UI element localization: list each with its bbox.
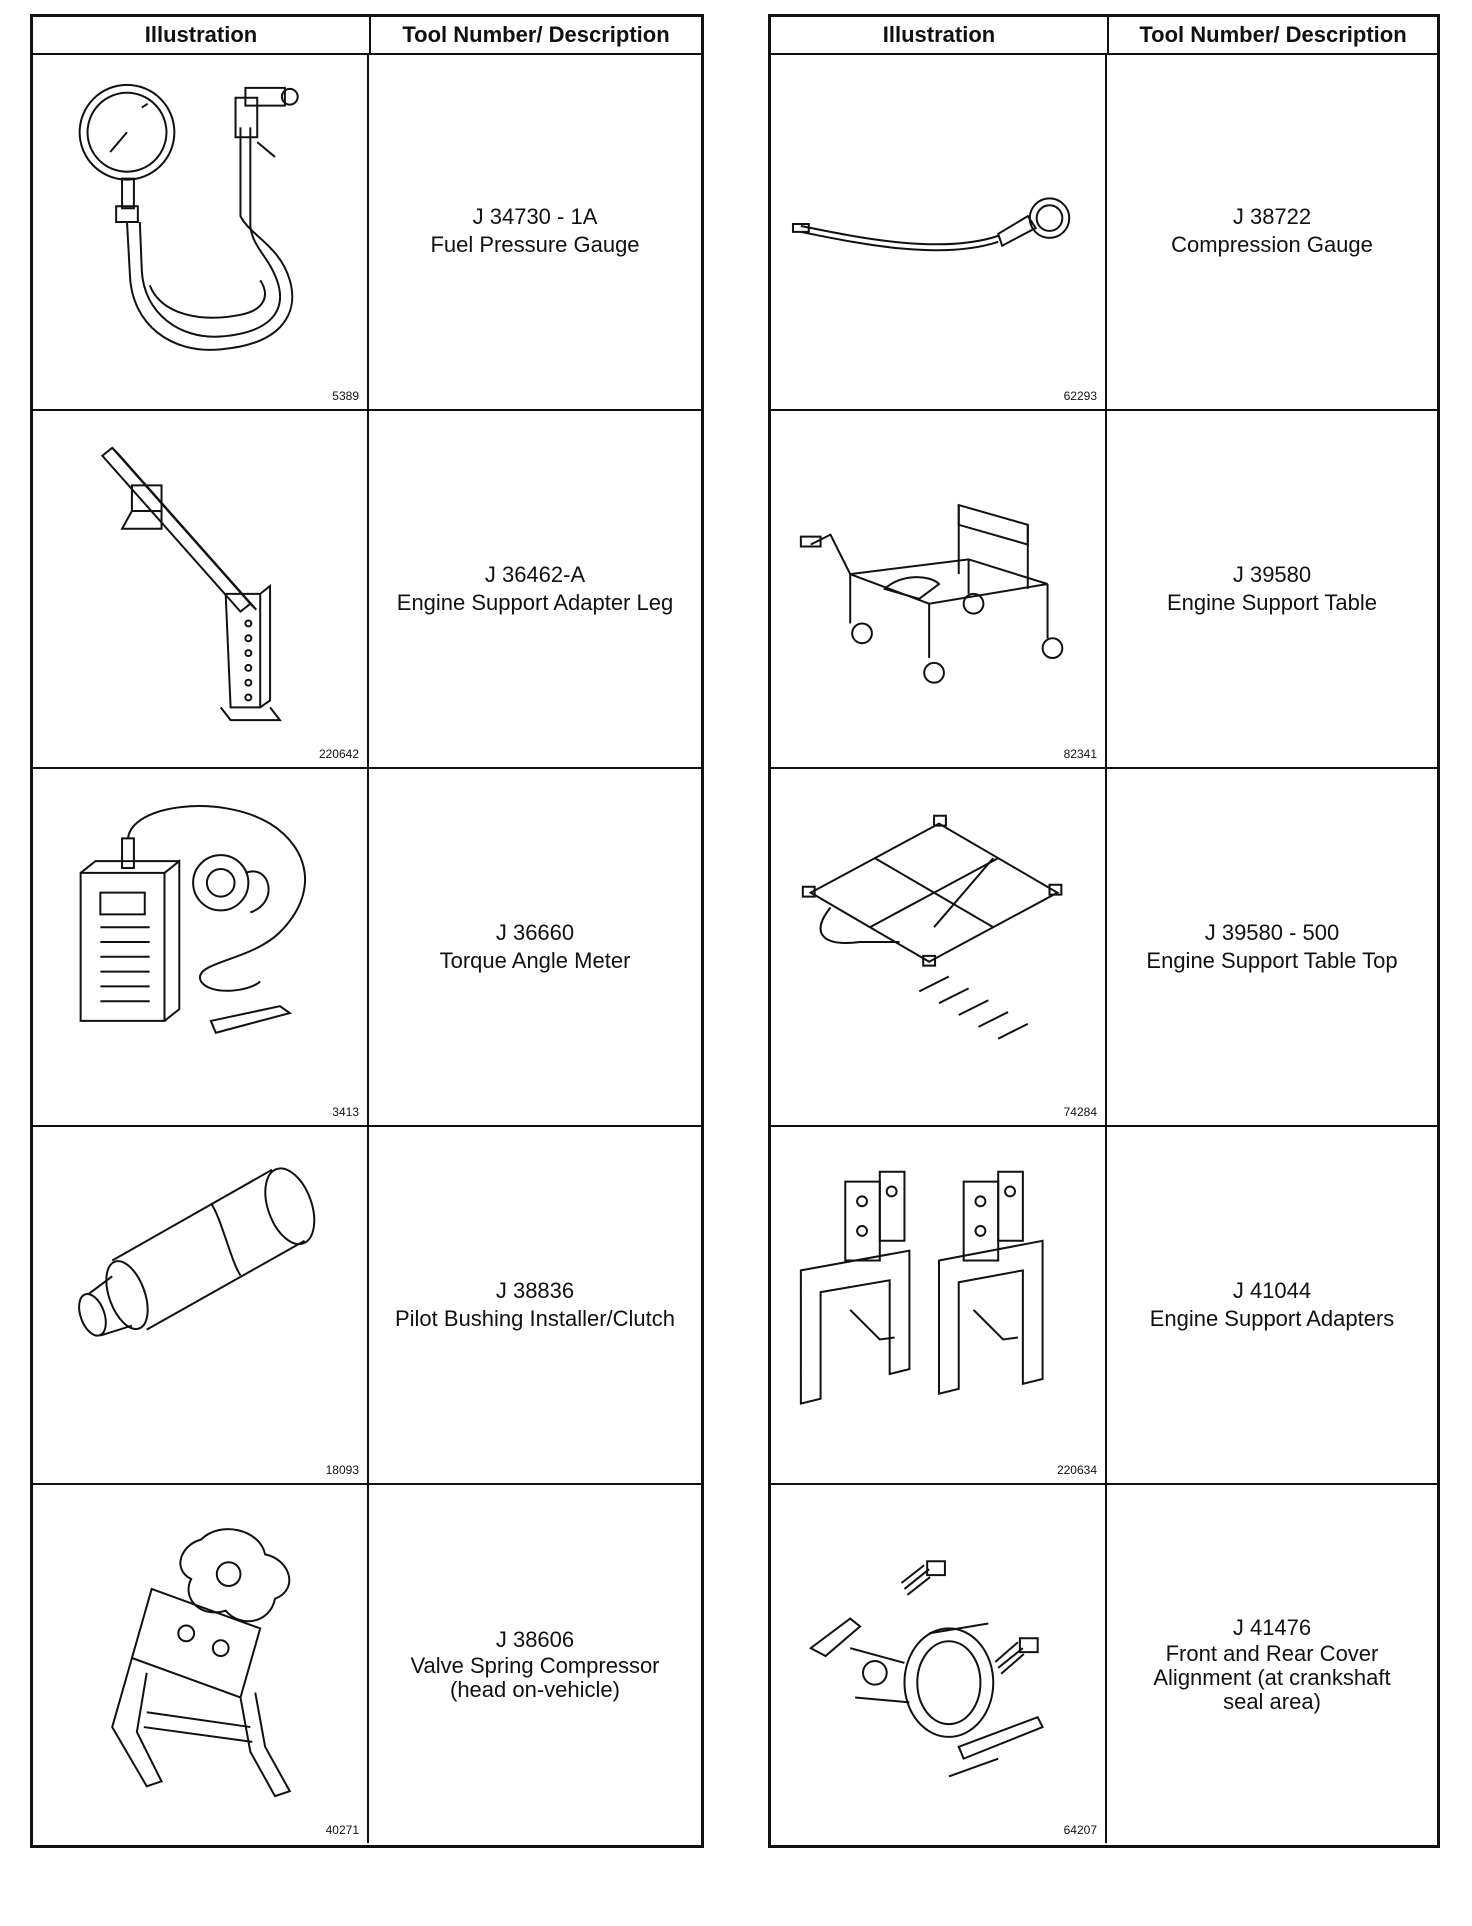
- torque-angle-meter-icon: [53, 783, 349, 1101]
- figure-number: 3413: [332, 1105, 359, 1119]
- tool-name: Front and Rear Cover: [1165, 1641, 1379, 1667]
- table-header: [33, 17, 701, 55]
- tool-number: J 38722: [1232, 203, 1312, 229]
- tool-name-note: (head on-vehicle): [450, 1677, 620, 1703]
- table-row: [771, 53, 1437, 411]
- figure-number: 64207: [1063, 1823, 1097, 1837]
- tool-name: Pilot Bushing Installer/Clutch: [394, 1306, 676, 1331]
- figure-number: 220634: [1056, 1463, 1097, 1477]
- tool-description: [1107, 1485, 1437, 1843]
- table-row: [771, 1127, 1437, 1485]
- table-row: [33, 53, 701, 411]
- tool-number: J 41044: [1232, 1277, 1312, 1303]
- compression-gauge-icon: [791, 67, 1087, 385]
- table-row: [33, 1485, 701, 1843]
- tool-name: Fuel Pressure Gauge: [430, 232, 640, 257]
- figure-number: 62293: [1063, 389, 1097, 403]
- tool-number: J 41476: [1232, 1615, 1312, 1641]
- tool-number: J 34730 - 1A: [472, 203, 598, 229]
- table-row: [771, 411, 1437, 769]
- tool-table-left: [30, 14, 704, 1848]
- tool-description: [369, 1127, 701, 1483]
- table-row: [33, 769, 701, 1127]
- tool-name: Torque Angle Meter: [439, 948, 631, 973]
- tool-number: J 36462-A: [484, 561, 586, 587]
- tool-illustration: [771, 411, 1107, 767]
- tool-description-header: Tool Number/ Description: [1139, 22, 1407, 47]
- tool-illustration: [771, 1485, 1107, 1843]
- adapter-leg-icon: [53, 425, 349, 743]
- table-row: [771, 769, 1437, 1127]
- tool-name-line-3: seal area): [1223, 1688, 1321, 1714]
- figure-number: 40271: [325, 1823, 359, 1837]
- tool-number: J 39580: [1232, 561, 1312, 587]
- tool-name: Compression Gauge: [1171, 232, 1373, 257]
- illustration-header: Illustration: [771, 17, 1109, 53]
- tool-illustration: [33, 769, 369, 1125]
- tool-illustration: [771, 53, 1107, 409]
- tool-name: Engine Support Table: [1167, 590, 1377, 615]
- fuel-pressure-gauge-icon: [53, 67, 349, 385]
- figure-number: 18093: [325, 1463, 359, 1477]
- figure-number: 220642: [318, 747, 359, 761]
- table-row: [33, 411, 701, 769]
- tool-description: [1107, 411, 1437, 767]
- tool-illustration: [33, 53, 369, 409]
- tool-illustration: [33, 411, 369, 767]
- figure-number: 82341: [1063, 747, 1097, 761]
- tool-number: J 38836: [495, 1277, 575, 1303]
- tool-description: [1107, 769, 1437, 1125]
- tool-description: [1107, 1127, 1437, 1483]
- valve-spring-compressor-icon: [53, 1499, 349, 1817]
- tool-description: [369, 1485, 701, 1843]
- tool-illustration: [33, 1485, 369, 1843]
- figure-number: 74284: [1063, 1105, 1097, 1119]
- engine-support-adapters-icon: [791, 1141, 1087, 1459]
- tool-description: [369, 411, 701, 767]
- engine-support-table-icon: [791, 425, 1087, 743]
- tool-illustration: [33, 1127, 369, 1483]
- tool-name: Engine Support Adapter Leg: [396, 590, 674, 615]
- tool-description: [369, 53, 701, 409]
- illustration-header: Illustration: [33, 17, 371, 53]
- tool-name: Engine Support Table Top: [1146, 948, 1398, 973]
- tool-number: J 38606: [495, 1627, 575, 1653]
- figure-number: 5389: [332, 389, 359, 403]
- tool-illustration: [771, 1127, 1107, 1483]
- table-top-icon: [791, 783, 1087, 1101]
- table-row: [771, 1485, 1437, 1843]
- tool-name: Engine Support Adapters: [1149, 1306, 1395, 1331]
- cover-alignment-tool-icon: [791, 1499, 1087, 1817]
- tool-description: [369, 769, 701, 1125]
- tool-illustration: [771, 769, 1107, 1125]
- tool-description: [1107, 53, 1437, 409]
- tool-name-line-2: Alignment (at crankshaft: [1153, 1665, 1391, 1691]
- table-row: [33, 1127, 701, 1485]
- tool-table-right: [768, 14, 1440, 1848]
- table-header: [771, 17, 1437, 55]
- tool-description-header: Tool Number/ Description: [402, 22, 670, 47]
- tool-number: J 36660: [495, 919, 575, 945]
- tool-name: Valve Spring Compressor: [410, 1653, 660, 1679]
- tool-number: J 39580 - 500: [1204, 919, 1340, 945]
- pilot-bushing-installer-icon: [53, 1141, 349, 1459]
